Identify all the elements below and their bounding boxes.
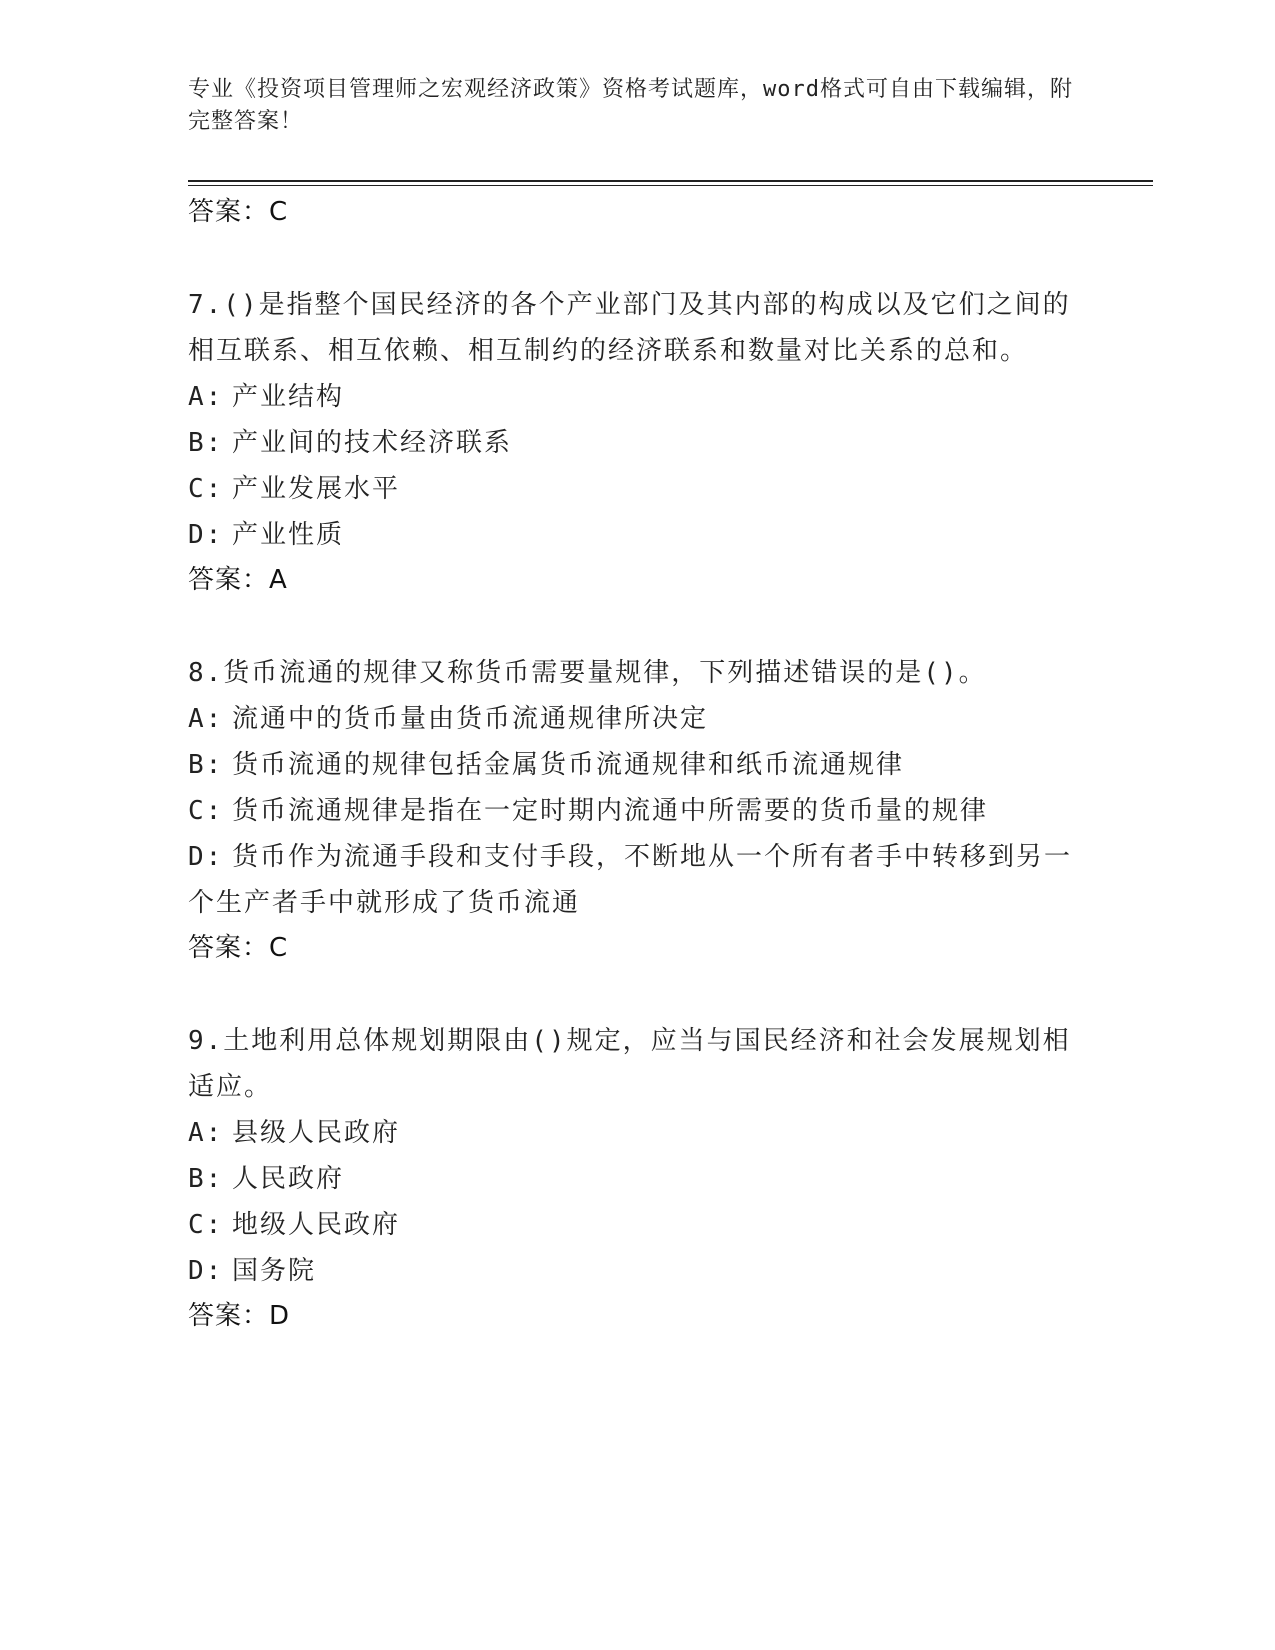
option-b xyxy=(188,1156,1088,1202)
option-letter: D: xyxy=(188,842,224,872)
question-text: 8.货币流通的规律又称货币需要量规律，下列描述错误的是()。 xyxy=(188,658,987,688)
question-text: 9.土地利用总体规划期限由()规定，应当与国民经济和社会发展规划相适应。 xyxy=(188,1026,1071,1102)
option-text: 产业结构 xyxy=(232,382,345,412)
option-d xyxy=(188,1248,1088,1294)
option-letter: C: xyxy=(188,796,224,826)
option-letter: A: xyxy=(188,382,224,412)
option-letter: B: xyxy=(188,428,224,458)
option-b xyxy=(188,742,1088,788)
answer-line: 答案：A xyxy=(188,565,288,595)
option-text: 流通中的货币量由货币流通规律所决定 xyxy=(232,704,709,734)
document-header: 专业《投资项目管理师之宏观经济政策》资格考试题库，word格式可自由下载编辑，附完整答案！ xyxy=(188,77,1073,134)
header-rule-thick xyxy=(188,180,1153,182)
spacer xyxy=(188,976,1088,1018)
option-letter: B: xyxy=(188,750,224,780)
option-d xyxy=(188,834,1088,926)
option-letter: C: xyxy=(188,474,224,504)
option-text: 货币流通规律是指在一定时期内流通中所需要的货币量的规律 xyxy=(232,796,989,826)
option-letter: B: xyxy=(188,1164,224,1194)
option-text: 产业间的技术经济联系 xyxy=(232,428,513,458)
option-text: 货币作为流通手段和支付手段，不断地从一个所有者手中转移到另一个生产者手中就形成了货币流通 xyxy=(188,842,1073,918)
option-a xyxy=(188,374,1088,420)
option-d xyxy=(188,512,1088,558)
option-letter: D: xyxy=(188,1256,224,1286)
option-c xyxy=(188,466,1088,512)
option-c xyxy=(188,1202,1088,1248)
option-letter: C: xyxy=(188,1210,224,1240)
option-a xyxy=(188,696,1088,742)
question-block-8 xyxy=(188,650,1088,976)
header-rule-thin xyxy=(188,185,1153,186)
option-text: 地级人民政府 xyxy=(232,1210,401,1240)
option-letter: A: xyxy=(188,1118,224,1148)
previous-answer: 答案：C xyxy=(188,197,289,227)
answer-line: 答案：C xyxy=(188,933,289,963)
option-text: 人民政府 xyxy=(232,1164,345,1194)
option-text: 产业发展水平 xyxy=(232,474,401,504)
question-block-7 xyxy=(188,282,1088,608)
option-c xyxy=(188,788,1088,834)
spacer xyxy=(188,240,1088,282)
option-text: 国务院 xyxy=(232,1256,317,1286)
option-text: 产业性质 xyxy=(232,520,345,550)
option-text: 县级人民政府 xyxy=(232,1118,401,1148)
question-list xyxy=(188,190,1088,1344)
answer-line: 答案：D xyxy=(188,1301,291,1331)
option-a xyxy=(188,1110,1088,1156)
option-text: 货币流通的规律包括金属货币流通规律和纸币流通规律 xyxy=(232,750,905,780)
option-b xyxy=(188,420,1088,466)
spacer xyxy=(188,608,1088,650)
option-letter: D: xyxy=(188,520,224,550)
question-block-9 xyxy=(188,1018,1088,1344)
option-letter: A: xyxy=(188,704,224,734)
question-text: 7.()是指整个国民经济的各个产业部门及其内部的构成以及它们之间的相互联系、相互依赖、相互制约的经济联系和数量对比关系的总和。 xyxy=(188,290,1071,366)
